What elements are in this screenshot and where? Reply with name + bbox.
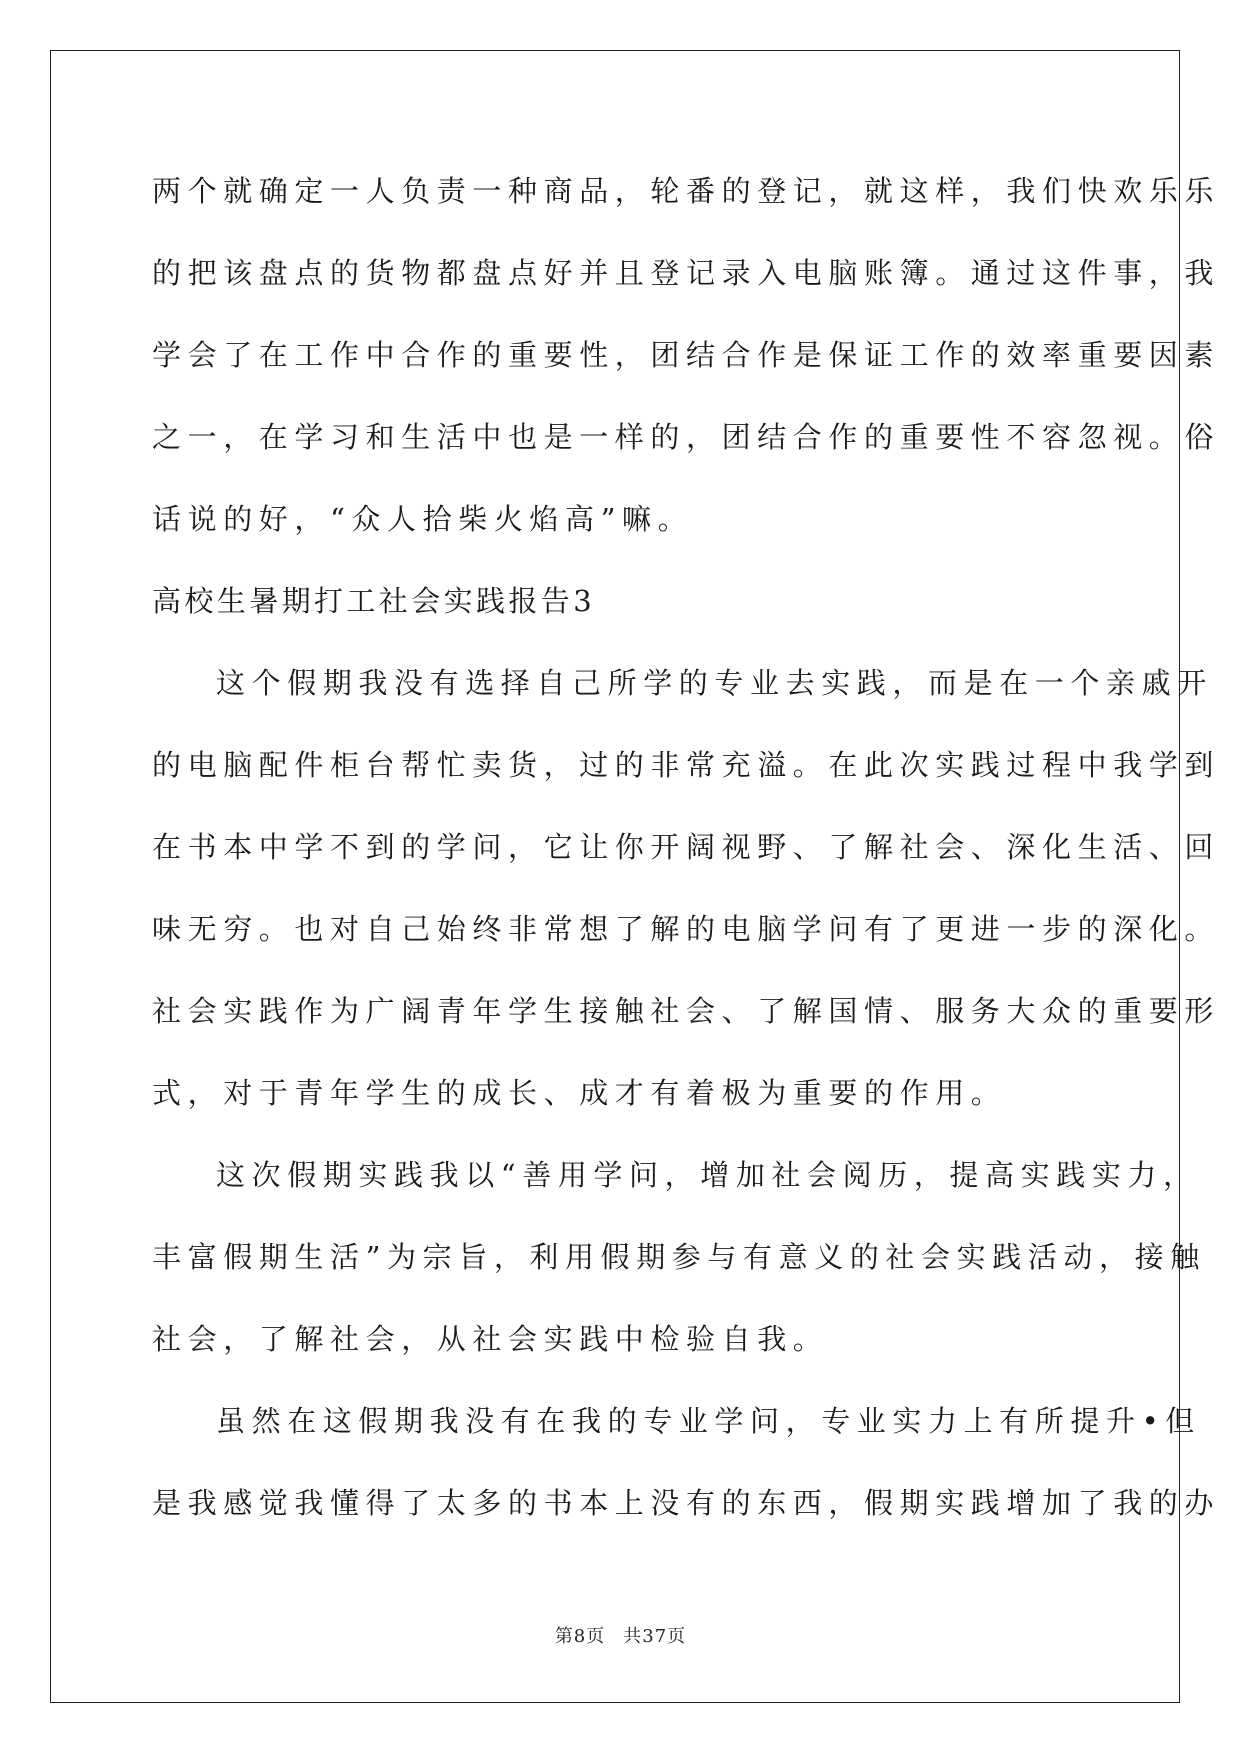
page-total: 共37页 [623,1626,687,1647]
paragraph-line: 社会，了解社会，从社会实践中检验自我。 [152,1322,829,1356]
paragraph-line: 味无穷。也对自己始终非常想了解的电脑学问有了更进一步的深化。 [152,912,1221,946]
section-heading: 高校生暑期打工社会实践报告3 [152,584,596,618]
paragraph-line: 虽然在这假期我没有在我的专业学问，专业实力上有所提升•但 [216,1404,1201,1438]
paragraph-line: 的电脑配件柜台帮忙卖货，过的非常充溢。在此次实践过程中我学到 [152,748,1221,782]
paragraph-line: 丰富假期生活”为宗旨，利用假期参与有意义的社会实践活动，接触 [152,1240,1206,1274]
paragraph-line: 这个假期我没有选择自己所学的专业去实践，而是在一个亲戚开 [216,666,1213,700]
paragraph-line: 社会实践作为广阔青年学生接触社会、了解国情、服务大众的重要形 [152,994,1221,1028]
paragraph-line: 两个就确定一人负责一种商品，轮番的登记，就这样，我们快欢乐乐 [152,174,1221,208]
paragraph-line: 话说的好，“众人拾柴火焰高”嘛。 [152,502,694,536]
page-number: 第8页 [554,1626,606,1647]
paragraph-line: 是我感觉我懂得了太多的书本上没有的东西，假期实践增加了我的办 [152,1486,1221,1520]
paragraph-line: 之一，在学习和生活中也是一样的，团结合作的重要性不容忽视。俗 [152,420,1221,454]
document-body [152,165,1221,1559]
paragraph-line: 在书本中学不到的学问，它让你开阔视野、了解社会、深化生活、回 [152,830,1221,864]
paragraph-line: 式，对于青年学生的成长、成才有着极为重要的作用。 [152,1076,1007,1110]
paragraph-line: 学会了在工作中合作的重要性，团结合作是保证工作的效率重要因素 [152,338,1221,372]
paragraph-line: 的把该盘点的货物都盘点好并且登记录入电脑账簿。通过这件事，我 [152,256,1221,290]
paragraph-line: 这次假期实践我以“善用学问，增加社会阅历，提高实践实力， [216,1158,1199,1192]
page-footer [0,1622,1241,1648]
